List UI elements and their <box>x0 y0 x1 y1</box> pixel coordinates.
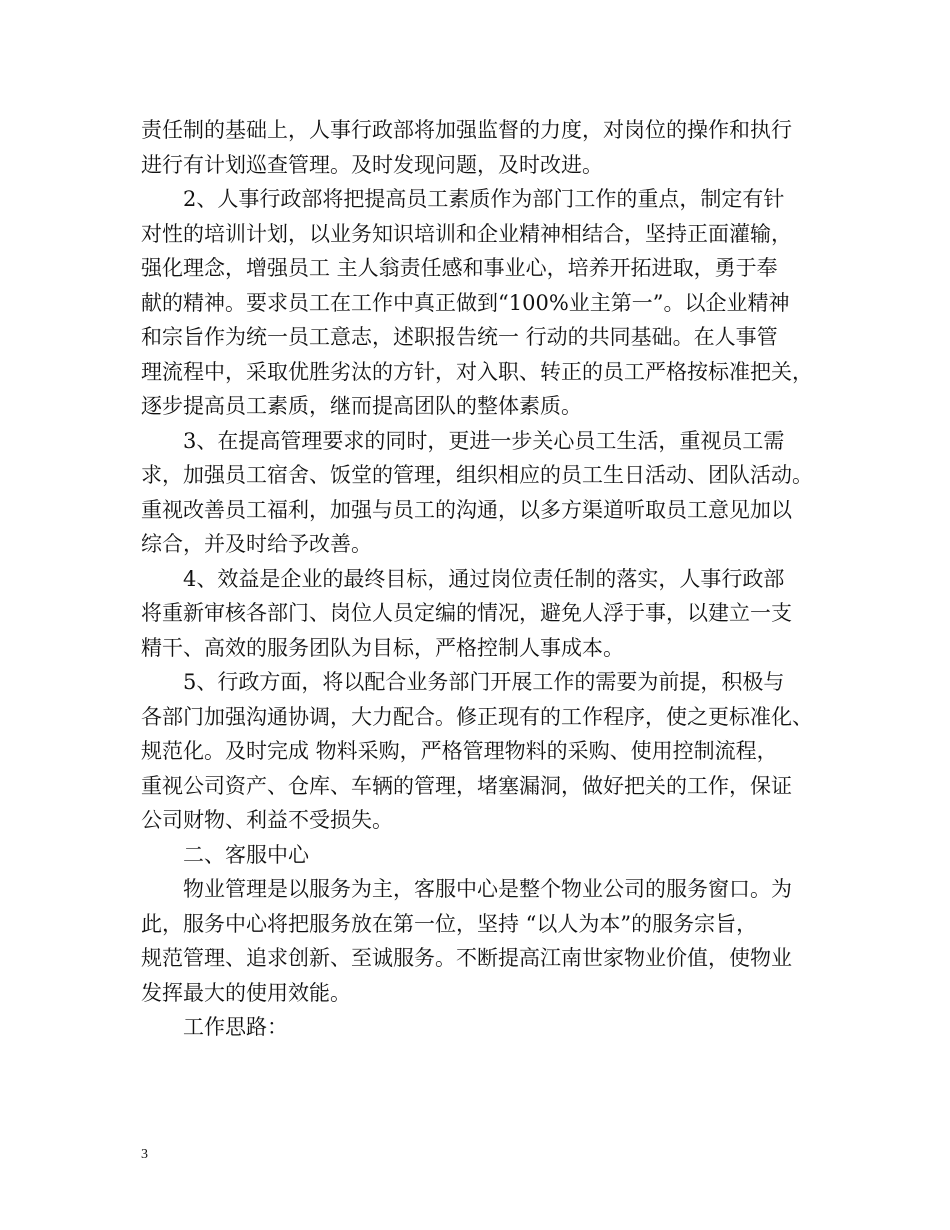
text-line: 逐步提高员工素质，继而提高团队的整体素质。 <box>141 394 582 418</box>
text-line: 规范化。及时完成 物料采购，严格管理物料的采购、使用控制流程， <box>141 739 778 763</box>
text-line: 重视公司资产、仓库、车辆的管理，堵塞漏洞，做好把关的工作，保证 <box>141 773 792 798</box>
body-text <box>141 113 821 1045</box>
text-line: 规范管理、追求创新、至诚服务。不断提高江南世家物业价值，使物业 <box>141 946 792 970</box>
text-line: 各部门加强沟通协调，大力配合。修正现有的工作程序，使之更标准化、 <box>141 704 813 729</box>
text-line: 责任制的基础上，人事行政部将加强监督的力度，对岗位的操作和执行 <box>141 118 792 142</box>
text-line: 4、效益是企业的最终目标，通过岗位责任制的落实，人事行政部 <box>183 566 785 591</box>
text-line: 进行有计划巡查管理。及时发现问题，及时改进。 <box>141 152 603 177</box>
text-line: 和宗旨作为统一员工意志，述职报告统一 行动的共同基础。在人事管 <box>141 325 778 349</box>
text-line: 精干、高效的服务团队为目标，严格控制人事成本。 <box>141 635 624 660</box>
text-line: 二、客服中心 <box>183 842 309 867</box>
text-line: 公司财物、利益不受损失。 <box>141 808 393 832</box>
text-line: 对性的培训计划，以业务知识培训和企业精神相结合，坚持正面灌输， <box>141 221 792 246</box>
text-line: 献的精神。要求员工在工作中真正做到“100%业主第一”。以企业精神 <box>141 290 790 315</box>
text-line: 将重新审核各部门、岗位人员定编的情况，避免人浮于事，以建立一支 <box>141 601 792 625</box>
text-line: 发挥最大的使用效能。 <box>141 980 351 1005</box>
text-line: 综合，并及时给予改善。 <box>141 532 372 556</box>
text-line: 工作思路： <box>183 1015 288 1039</box>
text-line: 物业管理是以服务为主，客服中心是整个物业公司的服务窗口。为 <box>183 877 792 901</box>
text-line: 理流程中，采取优胜劣汰的方针，对入职、转正的员工严格按标准把关， <box>141 359 813 384</box>
text-line: 求，加强员工宿舍、饭堂的管理，组织相应的员工生日活动、团队活动。 <box>141 463 813 487</box>
text-line: 强化理念，增强员工 主人翁责任感和事业心，培养开拓进取，勇于奉 <box>141 256 778 280</box>
text-line: 3、在提高管理要求的同时，更进一步关心员工生活，重视员工需 <box>183 428 785 453</box>
text-line: 此，服务中心将把服务放在第一位，坚持 “以人为本”的服务宗旨， <box>141 911 758 936</box>
text-line: 重视改善员工福利，加强与员工的沟通，以多方渠道听取员工意见加以 <box>141 497 792 522</box>
text-line: 5、行政方面，将以配合业务部门开展工作的需要为前提，积极与 <box>183 670 785 694</box>
text-line: 2、人事行政部将把提高员工素质作为部门工作的重点，制定有针 <box>183 187 785 211</box>
page-number: 3 <box>141 1147 148 1162</box>
